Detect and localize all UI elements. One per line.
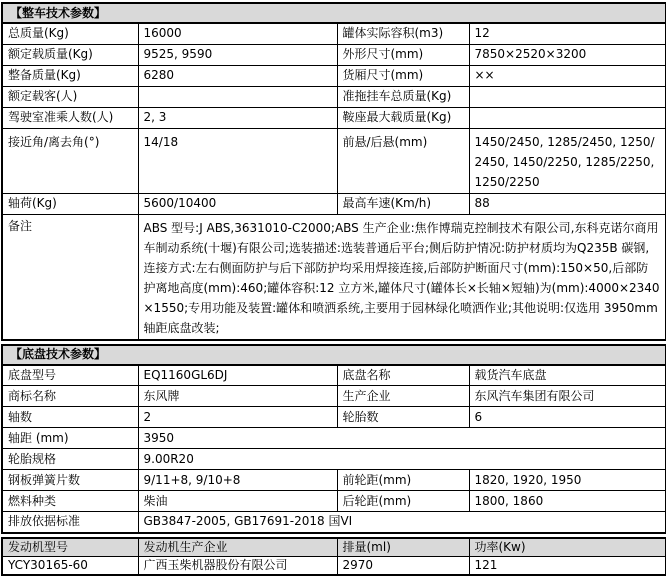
engine-displacement-value: 2970 <box>337 556 469 575</box>
vehicle-params-table <box>1 2 666 341</box>
param-label: 商标名称 <box>2 386 138 407</box>
param-label: 后轮距(mm) <box>337 491 469 512</box>
param-label: 底盘型号 <box>2 365 138 386</box>
param-label: 备注 <box>2 214 138 340</box>
param-label: 鞍座最大载质量(Kg) <box>337 107 469 128</box>
engine-power-value: 121 <box>469 556 666 575</box>
table-row <box>2 128 666 193</box>
table-row <box>2 365 666 386</box>
param-value: 东风牌 <box>138 386 337 407</box>
param-value: 2 <box>138 407 337 428</box>
param-label: 燃料种类 <box>2 491 138 512</box>
column-header: 发动机型号 <box>2 538 138 557</box>
table-row <box>2 407 666 428</box>
param-value: 88 <box>469 193 666 214</box>
param-label: 轮胎规格 <box>2 449 138 470</box>
param-value: 9.00R20 <box>138 449 666 470</box>
param-label: 驾驶室准乘人数(人) <box>2 107 138 128</box>
param-value: 3950 <box>138 428 666 449</box>
table-row <box>2 491 666 512</box>
param-value <box>138 86 337 107</box>
table-row <box>2 556 666 575</box>
section-title-row <box>2 3 666 23</box>
param-value: 6280 <box>138 65 337 86</box>
table-row <box>2 107 666 128</box>
param-label: 轮胎数 <box>337 407 469 428</box>
param-value: 柴油 <box>138 491 337 512</box>
param-value: 1450/2450, 1285/2450, 1250/2450, 1450/2250, 1285/2250, 1250/2250 <box>469 128 666 193</box>
chassis-params-table <box>1 344 666 534</box>
param-value: 1820, 1920, 1950 <box>469 470 666 491</box>
engine-header-row <box>2 538 666 557</box>
table-row <box>2 23 666 44</box>
param-value: 5600/10400 <box>138 193 337 214</box>
remark-text: ABS 型号:J ABS,3631010-C2000;ABS 生产企业:焦作博瑞克控制技术有限公司,东科克诺尔商用车制动系统(十堰)有限公司;选装描述:选装普通后平台;侧后防护情况:防护材质均为Q235B 碳钢,连接方式:左右侧面防护与后下部防护均采用焊接连接,后部防护断面尺寸(mm):150×50,后部防护离地高度(mm):460;罐体容积:12 立方米,罐体尺寸(罐体长×长轴×短轴)为(mm):4000×2340×1550;专用功能及装置:罐体和喷洒系统,主要用于园林绿化喷洒作业;其他说明:仅选用 3950mm 轴距底盘改装; <box>138 214 666 340</box>
engine-model-value: YCY30165-60 <box>2 556 138 575</box>
param-value: 东风汽车集团有限公司 <box>469 386 666 407</box>
table-row <box>2 193 666 214</box>
param-value: 7850×2520×3200 <box>469 44 666 65</box>
param-label: 生产企业 <box>337 386 469 407</box>
param-value: 2, 3 <box>138 107 337 128</box>
table-row <box>2 65 666 86</box>
table-row <box>2 449 666 470</box>
param-label: 最高车速(Km/h) <box>337 193 469 214</box>
table-row <box>2 86 666 107</box>
table-row <box>2 44 666 65</box>
param-label: 轴荷(Kg) <box>2 193 138 214</box>
param-value: 14/18 <box>138 128 337 193</box>
param-label: 总质量(Kg) <box>2 23 138 44</box>
engine-params-table <box>1 537 666 576</box>
param-value: 6 <box>469 407 666 428</box>
param-label: 外形尺寸(mm) <box>337 44 469 65</box>
param-label: 整备质量(Kg) <box>2 65 138 86</box>
param-label: 货厢尺寸(mm) <box>337 65 469 86</box>
section-title-vehicle: 【整车技术参数】 <box>2 3 666 23</box>
param-value: EQ1160GL6DJ <box>138 365 337 386</box>
param-value: 12 <box>469 23 666 44</box>
param-value: 16000 <box>138 23 337 44</box>
param-label: 底盘名称 <box>337 365 469 386</box>
param-value: GB3847-2005, GB17691-2018 国VI <box>138 512 666 533</box>
table-row <box>2 512 666 533</box>
param-label: 准拖挂车总质量(Kg) <box>337 86 469 107</box>
param-value <box>469 107 666 128</box>
column-header: 排量(ml) <box>337 538 469 557</box>
param-value: ×× <box>469 65 666 86</box>
param-label: 轴数 <box>2 407 138 428</box>
param-label: 排放依据标准 <box>2 512 138 533</box>
table-row <box>2 386 666 407</box>
column-header: 功率(Kw) <box>469 538 666 557</box>
param-value: 载货汽车底盘 <box>469 365 666 386</box>
column-header: 发动机生产企业 <box>138 538 337 557</box>
remark-row <box>2 214 666 340</box>
param-value: 1800, 1860 <box>469 491 666 512</box>
engine-manufacturer-value: 广西玉柴机器股份有限公司 <box>138 556 337 575</box>
param-label: 轴距 (mm) <box>2 428 138 449</box>
section-title-chassis: 【底盘技术参数】 <box>2 345 666 365</box>
param-label: 前悬/后悬(mm) <box>337 128 469 193</box>
section-title-row <box>2 345 666 365</box>
param-label: 接近角/离去角(°) <box>2 128 138 193</box>
param-label: 额定载客(人) <box>2 86 138 107</box>
table-row <box>2 428 666 449</box>
param-label: 罐体实际容积(m3) <box>337 23 469 44</box>
param-value <box>469 86 666 107</box>
param-label: 额定载质量(Kg) <box>2 44 138 65</box>
param-label: 前轮距(mm) <box>337 470 469 491</box>
param-value: 9/11+8, 9/10+8 <box>138 470 337 491</box>
table-row <box>2 470 666 491</box>
param-value: 9525, 9590 <box>138 44 337 65</box>
param-label: 钢板弹簧片数 <box>2 470 138 491</box>
